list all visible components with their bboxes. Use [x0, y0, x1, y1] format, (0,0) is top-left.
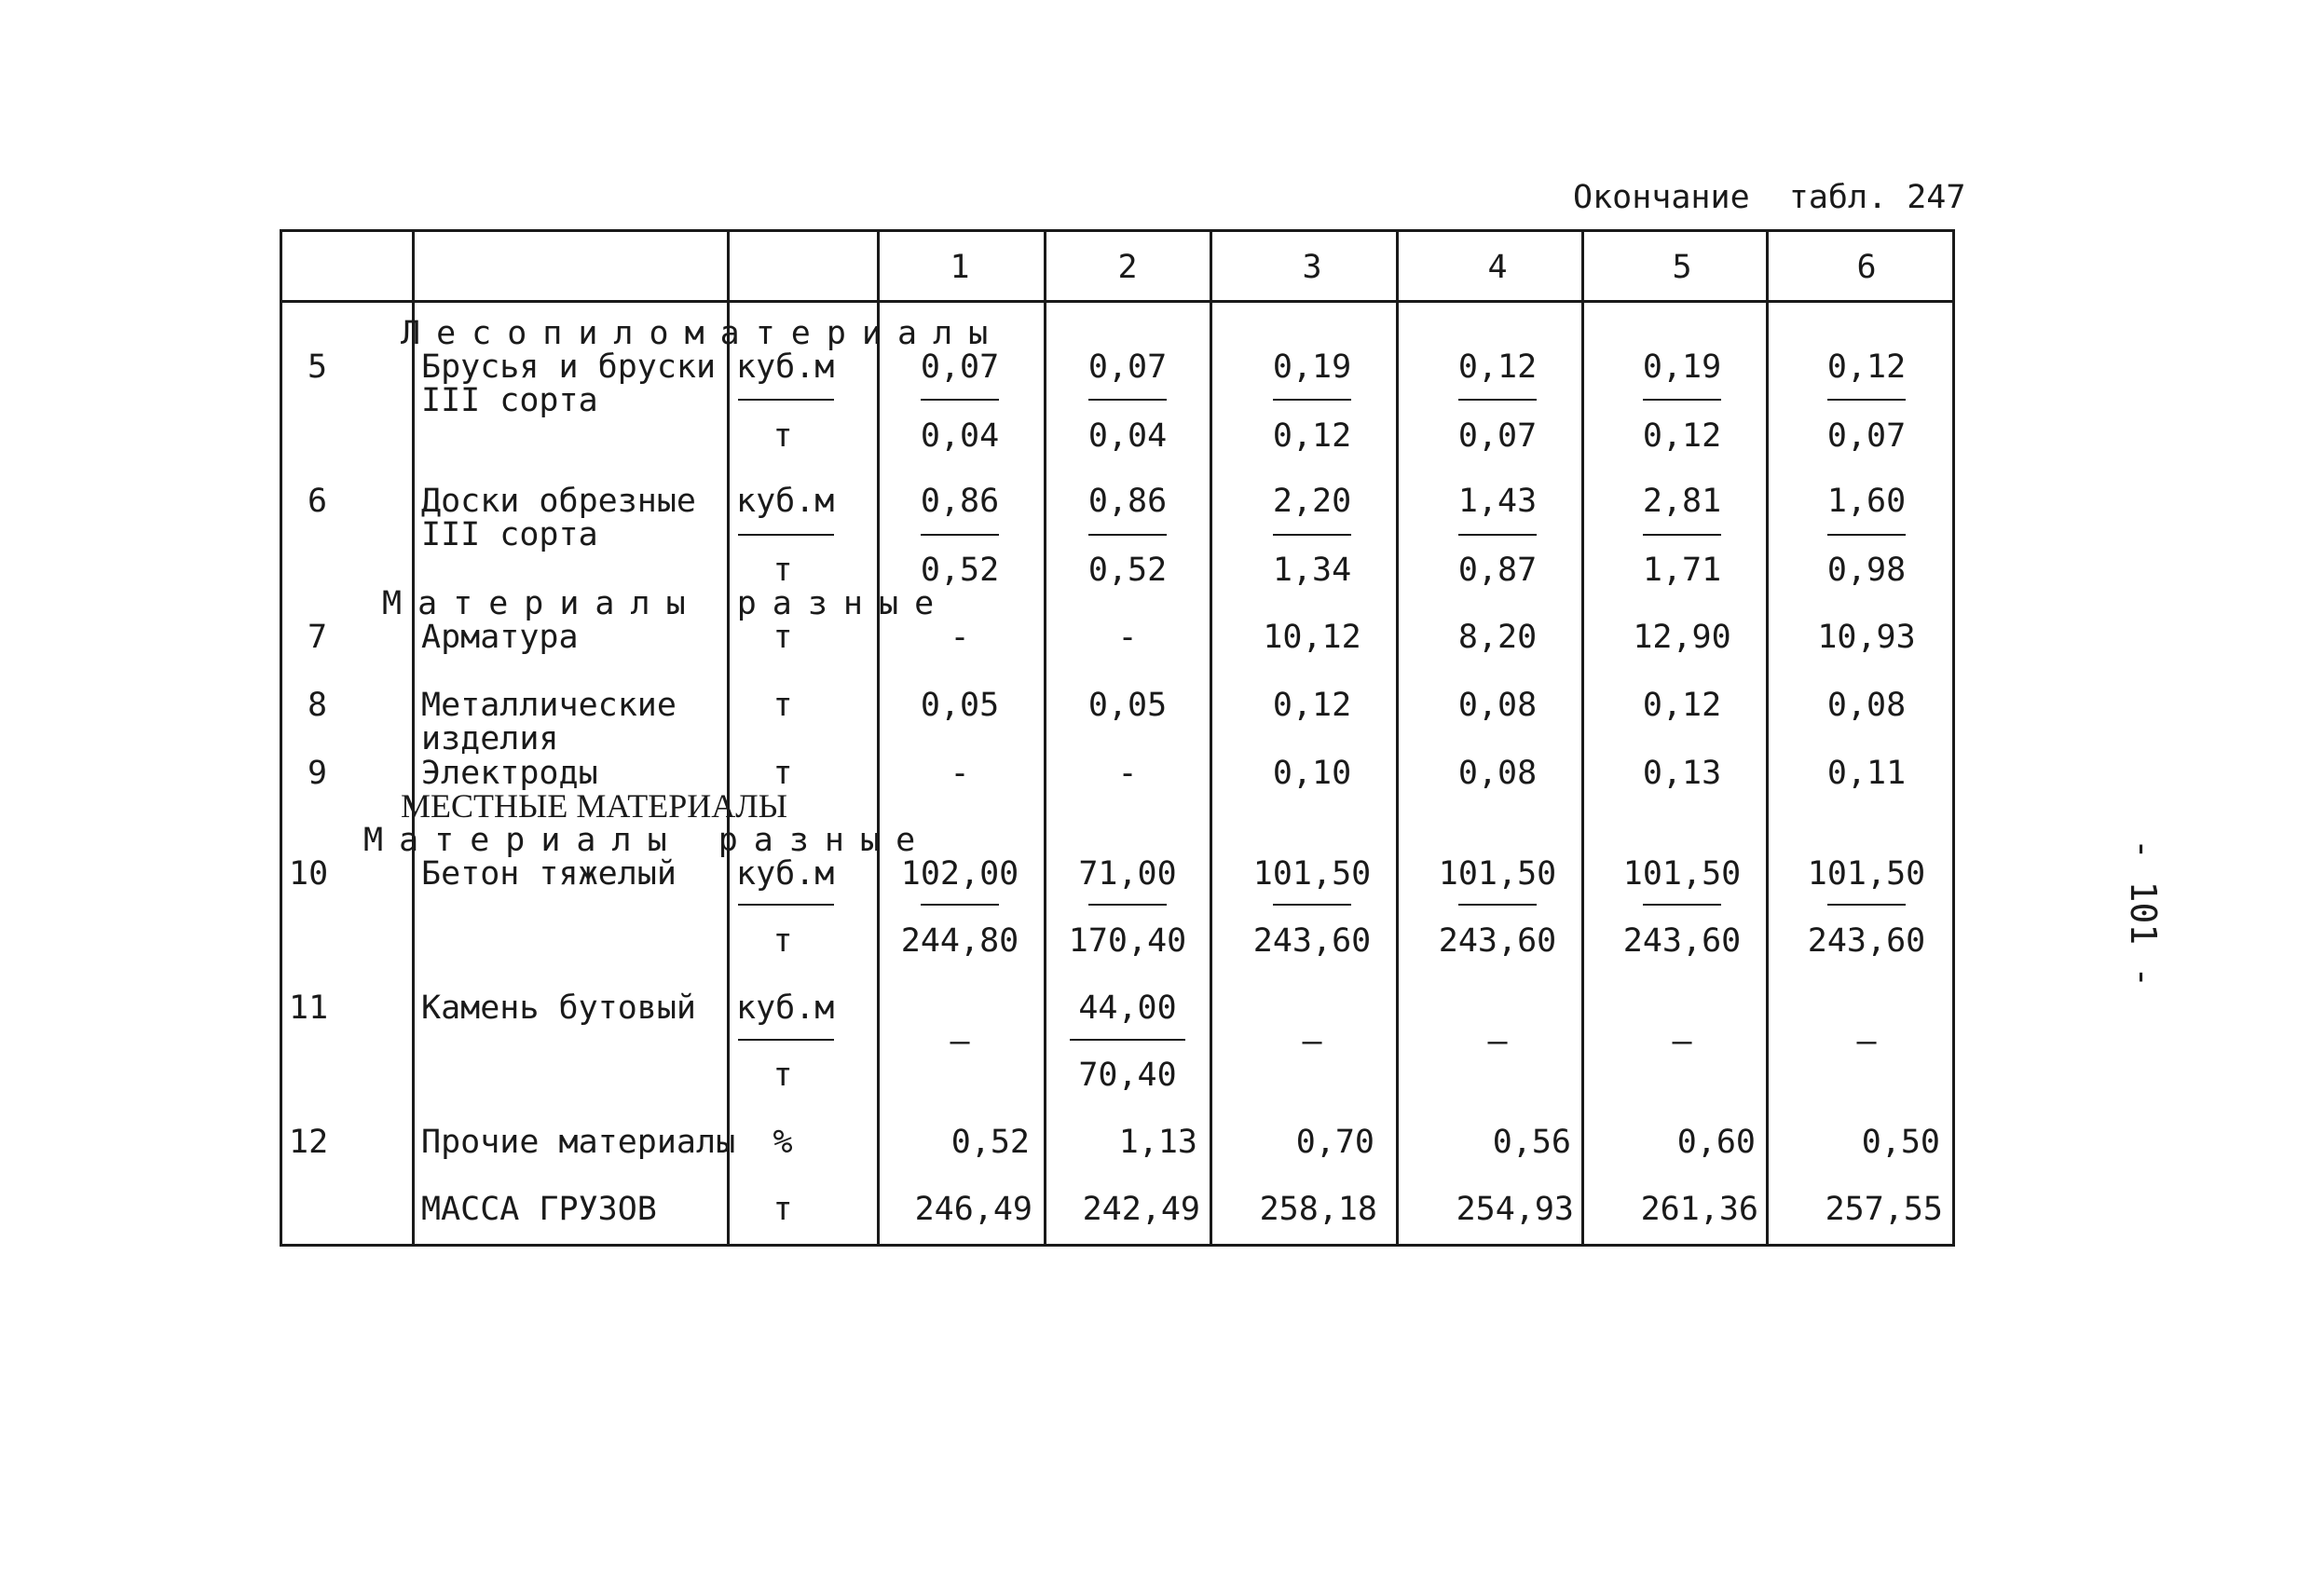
unit: т [773, 755, 793, 792]
fraction-bar [1827, 534, 1906, 536]
table-cell: 243,60 [1807, 922, 1926, 960]
column-divider [1210, 229, 1212, 1244]
table-caption: Окончание табл. 247 [1573, 179, 1966, 216]
unit: т [773, 1057, 793, 1094]
table-cell: 0,86 [920, 483, 1000, 520]
table-cell: 0,08 [1457, 687, 1538, 724]
row-number: 12 [289, 1124, 329, 1161]
material-name: Доски обрезные [421, 483, 697, 520]
table-cell: 2,20 [1272, 483, 1352, 520]
fraction-bar [1458, 534, 1537, 536]
material-name: изделия [421, 720, 559, 757]
fraction-bar [1643, 399, 1721, 401]
table-cell: 0,08 [1826, 687, 1907, 724]
fraction-bar [1458, 399, 1537, 401]
table-cell: – [1302, 1023, 1322, 1060]
table-cell: - [950, 755, 970, 792]
fraction-bar [738, 534, 834, 536]
fraction-bar [1643, 534, 1721, 536]
table-cell: 0,04 [920, 417, 1000, 455]
fraction-bar [1273, 534, 1351, 536]
table-cell: 0,56 [1492, 1124, 1571, 1161]
unit: т [773, 687, 793, 724]
table-cell: – [1856, 1023, 1877, 1060]
section-title: МЕСТНЫЕ МАТЕРИАЛЫ [401, 787, 788, 825]
table-cell: 0,07 [1826, 417, 1907, 455]
column-header-4: 4 [1487, 249, 1508, 286]
column-divider [1952, 229, 1955, 1244]
table-cell: – [1672, 1023, 1692, 1060]
table-cell: 170,40 [1068, 922, 1187, 960]
table-cell: 0,07 [1087, 348, 1168, 386]
table-cell: 0,07 [920, 348, 1000, 386]
unit: куб.м [736, 483, 835, 520]
table-cell: 1,60 [1826, 483, 1907, 520]
row-number: 7 [308, 619, 328, 656]
table-cell: 1,34 [1272, 552, 1352, 589]
table-cell: – [950, 1023, 970, 1060]
table-cell: 0,12 [1457, 348, 1538, 386]
material-name: Арматура [421, 619, 579, 656]
column-header-1: 1 [950, 249, 970, 286]
table-cell: 0,05 [1087, 687, 1168, 724]
material-name: Металлические [421, 687, 677, 724]
table-cell: 10,93 [1817, 619, 1916, 656]
fraction-bar [1643, 904, 1721, 906]
table-cell: 0,19 [1272, 348, 1352, 386]
unit: т [773, 619, 793, 656]
fraction-bar [738, 399, 834, 401]
table-cell: 0,11 [1826, 755, 1907, 792]
column-header-5: 5 [1672, 249, 1692, 286]
row-number: 8 [308, 687, 328, 724]
table-cell: 0,12 [1642, 687, 1722, 724]
column-divider [412, 229, 415, 1244]
fraction-bar [921, 534, 999, 536]
row-number: 5 [308, 348, 328, 386]
column-divider [1766, 229, 1769, 1244]
table-cell: 0,52 [950, 1124, 1030, 1161]
table-cell: – [1487, 1023, 1508, 1060]
table-cell: 0,52 [1087, 552, 1168, 589]
table-cell: 70,40 [1078, 1057, 1177, 1094]
table-cell: 0,10 [1272, 755, 1352, 792]
row-number: 10 [289, 855, 329, 893]
material-name: III сорта [421, 382, 598, 419]
page-number: - 101 - [2123, 838, 2164, 989]
fraction-bar [921, 904, 999, 906]
table-cell: 0,12 [1826, 348, 1907, 386]
table-cell: 102,00 [900, 855, 1019, 893]
table-cell: 243,60 [1438, 922, 1557, 960]
table-cell: 71,00 [1078, 855, 1177, 893]
fraction-bar [1273, 904, 1351, 906]
table-cell: 1,13 [1118, 1124, 1197, 1161]
column-divider [877, 229, 880, 1244]
row-number: 6 [308, 483, 328, 520]
fraction-bar [1827, 399, 1906, 401]
table-cell: 0,12 [1642, 417, 1722, 455]
table-cell: 0,07 [1457, 417, 1538, 455]
header-bottom-border [280, 300, 1955, 303]
material-name: Электроды [421, 755, 598, 792]
fraction-bar [738, 1039, 834, 1041]
table-cell: 12,90 [1633, 619, 1731, 656]
table-cell: 254,93 [1456, 1191, 1574, 1228]
column-divider [1396, 229, 1399, 1244]
table-cell: 261,36 [1640, 1191, 1758, 1228]
material-name: Брусья и бруски [421, 348, 717, 386]
row-number: 11 [289, 989, 329, 1027]
unit: т [773, 922, 793, 960]
table-cell: 246,49 [914, 1191, 1032, 1228]
table-cell: 0,98 [1826, 552, 1907, 589]
column-divider [1044, 229, 1046, 1244]
fraction-bar [1088, 534, 1167, 536]
table-cell: 0,19 [1642, 348, 1722, 386]
unit: т [773, 1191, 793, 1228]
table-bottom-border [280, 1244, 1955, 1247]
fraction-bar [738, 904, 834, 906]
table-cell: 2,81 [1642, 483, 1722, 520]
table-cell: 0,50 [1861, 1124, 1940, 1161]
column-header-2: 2 [1117, 249, 1138, 286]
fraction-bar [1088, 904, 1167, 906]
material-name: Прочие материалы [421, 1124, 736, 1161]
fraction-bar [1458, 904, 1537, 906]
table-cell: 0,87 [1457, 552, 1538, 589]
table-cell: - [1117, 755, 1138, 792]
fraction-bar [1070, 1039, 1185, 1041]
material-name: МАССА ГРУЗОВ [421, 1191, 657, 1228]
table-cell: 8,20 [1457, 619, 1538, 656]
section-title: Лесопиломатериалы [401, 315, 1005, 352]
table-cell: 0,60 [1676, 1124, 1756, 1161]
table-cell: 10,12 [1263, 619, 1361, 656]
table-cell: 243,60 [1622, 922, 1742, 960]
column-divider [1581, 229, 1584, 1244]
table-cell: 1,43 [1457, 483, 1538, 520]
table-cell: 0,04 [1087, 417, 1168, 455]
fraction-bar [1273, 399, 1351, 401]
table-cell: 243,60 [1252, 922, 1372, 960]
fraction-bar [1088, 399, 1167, 401]
table-cell: 1,71 [1642, 552, 1722, 589]
column-divider [280, 229, 282, 1244]
table-cell: 257,55 [1825, 1191, 1943, 1228]
table-cell: - [950, 619, 970, 656]
table-cell: 258,18 [1259, 1191, 1377, 1228]
table-cell: 0,12 [1272, 417, 1352, 455]
table-cell: 244,80 [900, 922, 1019, 960]
table-cell: 0,08 [1457, 755, 1538, 792]
unit: куб.м [736, 348, 835, 386]
table-cell: 101,50 [1622, 855, 1742, 893]
table-cell: 0,12 [1272, 687, 1352, 724]
material-name: III сорта [421, 516, 598, 553]
column-divider [727, 229, 730, 1244]
table-cell: 101,50 [1807, 855, 1926, 893]
unit: % [773, 1124, 793, 1161]
column-header-3: 3 [1302, 249, 1322, 286]
table-cell: 0,70 [1295, 1124, 1374, 1161]
column-header-6: 6 [1856, 249, 1877, 286]
table-cell: 0,52 [920, 552, 1000, 589]
unit: т [773, 417, 793, 455]
table-cell: - [1117, 619, 1138, 656]
table-cell: 242,49 [1082, 1191, 1200, 1228]
material-name: Камень бутовый [421, 989, 697, 1027]
section-title: Материалы разные [363, 822, 932, 859]
row-number: 9 [308, 755, 328, 792]
material-name: Бетон тяжелый [421, 855, 677, 893]
table-cell: 101,50 [1438, 855, 1557, 893]
fraction-bar [921, 399, 999, 401]
table-cell: 101,50 [1252, 855, 1372, 893]
table-cell: 0,13 [1642, 755, 1722, 792]
unit: т [773, 552, 793, 589]
section-title: Материалы разные [382, 585, 950, 622]
fraction-bar [1827, 904, 1906, 906]
unit: куб.м [736, 855, 835, 893]
table-top-border [280, 229, 1955, 232]
table-cell: 0,05 [920, 687, 1000, 724]
table-cell: 0,86 [1087, 483, 1168, 520]
table-cell: 44,00 [1078, 989, 1177, 1027]
unit: куб.м [736, 989, 835, 1027]
